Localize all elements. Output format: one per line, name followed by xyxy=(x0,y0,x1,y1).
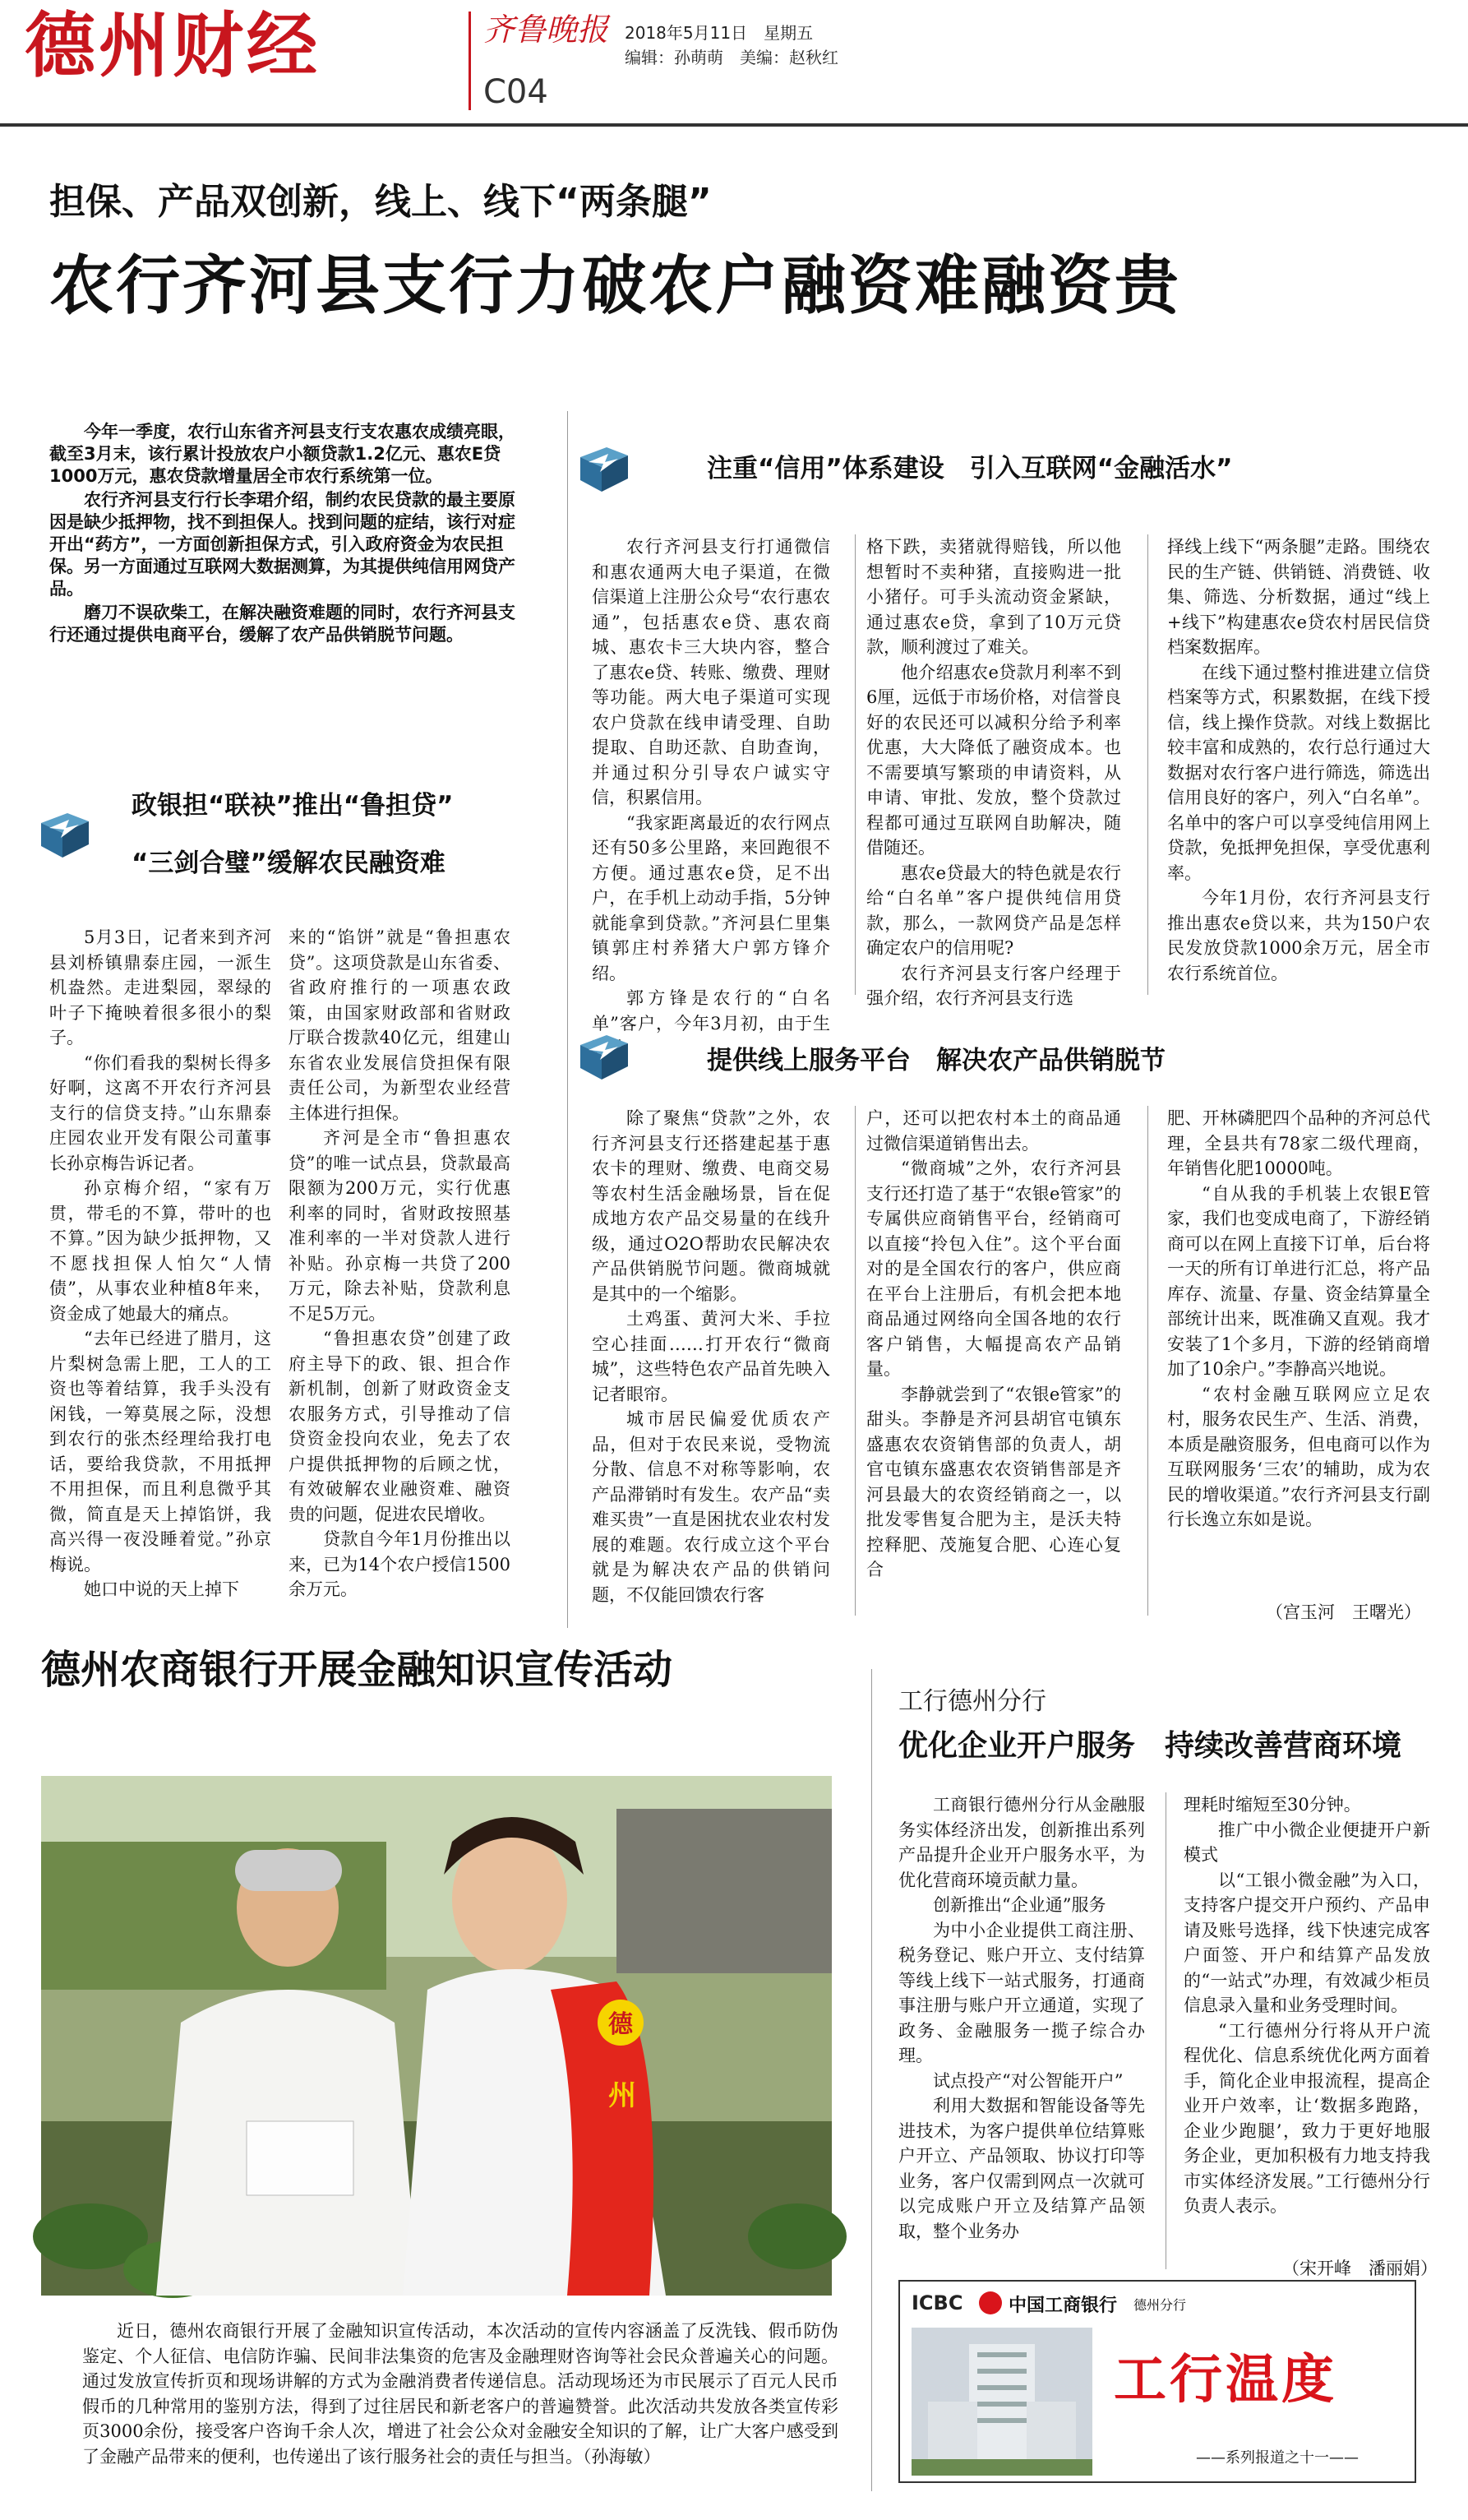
subhead-1-line1: 政银担“联袂”推出“鲁担贷” xyxy=(132,791,454,821)
bank-building-image xyxy=(912,2328,1092,2476)
main-column xyxy=(592,1106,830,1616)
paragraph-text: 近日，德州农商银行开展了金融知识宣传活动，本次活动的宣传内容涵盖了反洗钱、假币防伪鉴定、个人征信、电信防诈骗、民间非法集资的危害及金融理财咨询等社会民众普遍关心的问题。通过发放宣传折页和现场讲解的方式为金融消费者传递信息。活动现场还为市民展示了百元人民币假币的几种常用的鉴别方法，得到了过往居民和新老客户的普遍赞誉。此次活动共发放各类宣传彩页3000余份，接受客户咨询千余人次，增进了社会公众对金融安全知识的了解，让广大客户感受到了金融产品带来的便利，也传递出了该行服务社会的责任与担当。 xyxy=(82,2321,838,2467)
photo-banner-char: 州 xyxy=(608,2079,636,2112)
paragraph: 农行齐河县支行打通微信和惠农通两大电子渠道，在微信渠道上注册公众号“农行惠农通”，包括惠农e贷、惠农商城、惠农卡三大块内容，整合了惠农e贷、转账、缴费、理财等功能。两大电子渠道可实现农户贷款在线申请受理、自助提取、自助还款、自助查询，并通过积分引导农户诚实守信，积累信用。 xyxy=(592,537,830,807)
main-column xyxy=(866,534,1121,1008)
paragraph: 格下跌，卖猪就得赔钱，所以他想暂时不卖种猪，直接购进一批小猪仔。可手头流动资金紧缺，通过惠农e贷，拿到了10万元贷款，顺利渡过了难关。 xyxy=(866,537,1121,657)
paragraph: 以“工银小微金融”为入口，支持客户提交开户预约、产品申请及账号选择，线下快速完成客户面签、开户和结算产品发放的“一站式”办理，有效减少柜员信息录入量和业务受理时间。 xyxy=(1184,1870,1430,2015)
subhead-3: 提供线上服务平台 解决农产品供销脱节 xyxy=(707,1046,1166,1075)
main-lead xyxy=(49,421,518,648)
third-byline: （宋开峰 潘丽娟） xyxy=(1282,2259,1438,2278)
column-rule xyxy=(855,534,856,995)
paragraph: 城市居民偏爱优质农产品，但对于农民来说，受物流分散、信息不对称等影响，农产品滞销时有发生。农产品“卖难买贵”一直是困扰农业农村发展的难题。农行成立这个平台就是为解决农产品的供销问题，不仅能回馈农行客 xyxy=(592,1409,830,1605)
paragraph: 齐河是全市“鲁担惠农贷”的唯一试点县，贷款最高限额为200万元，实行优惠利率的同时，省财政按照基准利率的一半对贷款人进行补贴。孙京梅一共贷了200万元，除去补贴，贷款利息不足5万元。 xyxy=(289,1128,510,1324)
paragraph: 除了聚焦“贷款”之外，农行齐河县支行还搭建起基于惠农卡的理财、缴费、电商交易等农村生活金融场景，旨在促成地方农产品交易量的在线升级，通过O2O帮助农民解决农产品供销脱节问题。微商城就是其中的一个缩影。 xyxy=(592,1108,830,1304)
third-kicker: 工行德州分行 xyxy=(898,1687,1046,1716)
second-body xyxy=(82,2319,838,2469)
paragraph xyxy=(82,2319,838,2469)
main-headline: 农行齐河县支行力破农户融资难融资贵 xyxy=(49,249,1182,323)
main-byline: （宫玉河 王曙光） xyxy=(1266,1602,1421,1622)
second-byline: （孙海敏） xyxy=(583,2446,661,2467)
paragraph: 来的“馅饼”就是“鲁担惠农贷”。这项贷款是山东省委、省政府推行的一项惠农政策，由国家财政部和省财政厅联合拨款40亿元，组建山东省农业发展信贷担保有限责任公司，为新型农业经营主体进行担保。 xyxy=(289,927,510,1123)
paragraph: 户，还可以把农村本土的商品通过微信渠道销售出去。 xyxy=(866,1108,1121,1154)
paragraph: 理耗时缩短至30分钟。 xyxy=(1184,1795,1361,1815)
paragraph: “农村金融互联网应立足农村，服务农民生产、生活、消费，本质是融资服务，但电商可以作为互联网服务‘三农’的辅助，成为农民的增收渠道。”农行齐河县支行副行长逸立东如是说。 xyxy=(1167,1384,1430,1529)
paragraph: 5月3日，记者来到齐河县刘桥镇鼎泰庄园，一派生机盎然。走进梨园，翠绿的叶子下掩映着很多很小的梨子。 xyxy=(49,927,271,1047)
icbc-en-label: ICBC xyxy=(912,2291,963,2314)
paragraph: 她口中说的天上掉下 xyxy=(84,1579,239,1599)
paragraph: “去年已经进了腊月，这片梨树急需上肥，工人的工资也等着结算，我手头没有闲钱，一筹莫展之际，没想到农行的张杰经理给我打电话，要给我贷款，不用抵押不用担保，而且利息微乎其微，简直是天上掉馅饼，我高兴得一夜没睡着觉。”孙京梅说。 xyxy=(49,1329,271,1574)
paragraph: “微商城”之外，农行齐河县支行还打造了基于“农银e管家”的专属供应商销售平台，经销商可以直接“拎包入住”。这个平台面对的是全国农行的客户，供应商在平台上注册后，有机会把本地商品通过网络向全国各地的农行客户销售，大幅提高农产品销量。 xyxy=(866,1158,1121,1379)
paragraph: 孙京梅介绍，“家有万贯，带毛的不算，带叶的也不算。”因为缺少抵押物，又不愿找担保人怕欠“人情债”，从事农业种植8年来，资金成了她最大的痛点。 xyxy=(49,1178,271,1324)
event-photo xyxy=(41,1776,832,2296)
subhead-2: 注重“信用”体系建设 引入互联网“金融活水” xyxy=(707,454,1233,483)
ad-slogan: 工行温度 xyxy=(1114,2350,1337,2411)
paper-logo: 齐鲁晚报 xyxy=(483,12,609,48)
paragraph: 利用大数据和智能设备等先进技术，为客户提供单位结算账户开立、产品领取、协议打印等业务，客户仅需到网点一次就可以完成账户开立及结算产品领取，整个业务办 xyxy=(898,2096,1145,2241)
arrow-cube-icon xyxy=(575,444,633,495)
main-column xyxy=(289,925,510,1632)
main-column xyxy=(49,925,271,1632)
column-rule xyxy=(1147,534,1148,995)
paragraph: “你们看我的梨树长得多好啊，这离不开农行齐河县支行的信贷支持。”山东鼎泰庄园农业开发有限公司董事长孙京梅告诉记者。 xyxy=(49,1052,271,1173)
paragraph: “自从我的手机装上农银E管家，我们也变成电商了，下游经销商可以在网上直接下订单，后台将一天的所有订单进行汇总，将产品库存、流量、存量、资金结算量全部统计出来，既准确又直观。我才安装了1个多月，下游的经销商增加了10余户。”李静高兴地说。 xyxy=(1167,1183,1430,1379)
main-column xyxy=(592,534,830,1033)
paragraph: “鲁担惠农贷”创建了政府主导下的政、银、担合作新机制，创新了财政资金支农服务方式，引导推动了信贷资金投向农业，免去了农户提供抵押物的后顾之忧，有效破解农业融资难、融资贵的问题，促进农民增收。 xyxy=(289,1329,510,1524)
paragraph: 试点投产“对公智能开户” xyxy=(933,2070,1124,2091)
main-column xyxy=(1167,534,1430,995)
paragraph: 土鸡蛋、黄河大米、手拉空心挂面……打开农行“微商城”，这些特色农产品首先映入记者眼帘。 xyxy=(592,1309,830,1404)
paragraph: 郭方锋是农行的“白名单”客户，今年3月初，由于生 xyxy=(592,988,830,1033)
lead-paragraph: 农行齐河县支行行长李珺介绍，制约农民贷款的最主要原因是缺少抵押物，找不到担保人。找到问题的症结，该行对症开出“药方”，一方面创新担保方式，引入政府资金为农民担保。另一方面通过互联网大数据测算，为其提供纯信用网贷产品。 xyxy=(49,490,515,599)
main-column xyxy=(1167,1106,1430,1599)
paragraph: 择线上线下“两条腿”走路。围绕农民的生产链、供销链、消费链、收集、筛选、分析数据，通过“线上+线下”构建惠农e贷农村居民信贷档案数据库。 xyxy=(1167,537,1430,657)
column-rule xyxy=(1147,1106,1148,1616)
icbc-ad xyxy=(898,2280,1416,2483)
main-column xyxy=(866,1106,1121,1616)
paragraph: 贷款自今年1月份推出以来，已为14个农户授信1500余万元。 xyxy=(289,1529,510,1599)
paragraph: 在线下通过整村推进建立信贷档案等方式，积累数据，在线下授信，线上操作贷款。对线上数据比较丰富和成熟的，农行总行通过大数据对农行客户进行筛选，筛选出信用良好的客户，列入“白名单”。名单中的客户可以享受纯信用网上贷款，免抵押免担保，享受优惠利率。 xyxy=(1167,662,1430,883)
arrow-cube-icon xyxy=(575,1032,633,1083)
paragraph: “工行德州分行将从开户流程优化、信息系统优化两方面着手，简化企业申报流程，提高企业开户效率，让‘数据多跑路，企业少跑腿’，致力于更好地服务企业，更加积极有力地支持我市实体经济发展。”工行德州分行负责人表示。 xyxy=(1184,2020,1430,2216)
column-rule xyxy=(871,1669,872,2491)
paragraph: 肥、开林磷肥四个品种的齐河总代理，全县共有78家二级代理商，年销售化肥10000吨。 xyxy=(1167,1108,1430,1178)
paragraph: 今年1月份，农行齐河县支行推出惠农e贷以来，共为150户农民发放贷款1000余万元，居全市农行系统首位。 xyxy=(1167,888,1430,983)
column-rule xyxy=(855,1106,856,1616)
icbc-logo-icon xyxy=(979,2291,1002,2314)
paragraph: 惠农e贷最大的特色就是农行给“白名单”客户提供纯信用贷款，那么，一款网贷产品是怎样确定农户的信用呢? xyxy=(866,862,1121,958)
paragraph: “我家距离最近的农行网点还有50多公里路，来回跑很不方便。通过惠农e贷，足不出户，在手机上动动手指，5分钟就能拿到贷款。”齐河县仁里集镇郭庄村养猪大户郭方锋介绍。 xyxy=(592,812,830,983)
ad-series: ——系列报道之十一—— xyxy=(1196,2449,1359,2467)
paragraph: 工商银行德州分行从金融服务实体经济出发，创新推出系列产品提升企业开户服务水平，为优化营商环境贡献力量。 xyxy=(898,1795,1145,1890)
lead-paragraph: 磨刀不误砍柴工，在解决融资难题的同时，农行齐河县支行还通过提供电商平台，缓解了农产品供销脱节问题。 xyxy=(49,603,515,645)
subhead-1-line2: “三剑合璧”缓解农民融资难 xyxy=(132,848,445,878)
bank-name: 中国工商银行 xyxy=(1009,2296,1118,2316)
lead-paragraph: 今年一季度，农行山东省齐河县支行支农惠农成绩亮眼，截至3月末，该行累计投放农户小额贷款1.2亿元、惠农E贷1000万元，惠农贷款增量居全市农行系统第一位。 xyxy=(49,422,515,486)
third-column xyxy=(898,1792,1145,2269)
paragraph: 他介绍惠农e贷款月利率不到6厘，远低于市场价格，对信誉良好的农民还可以减积分给予利率优惠，大大降低了融资成本。也不需要填写繁琐的申请资料，从申请、审批、发放，整个贷款过程都可通过互联网自助解决，随借随还。 xyxy=(866,662,1121,858)
masthead-rule xyxy=(0,123,1468,127)
main-kicker: 担保、产品双创新，线上、线下“两条腿” xyxy=(49,181,712,223)
third-column xyxy=(1184,1792,1430,2269)
column-rule xyxy=(567,411,568,1628)
paragraph: 为中小企业提供工商注册、税务登记、账户开立、支付结算等线上线下一站式服务，打通商事注册与账户开立通道，实现了政务、金融服务一揽子综合办理。 xyxy=(898,1920,1145,2065)
arrow-cube-icon xyxy=(36,810,94,861)
issue-date: 2018年5月11日 星期五 xyxy=(625,23,814,43)
branch-name: 德州分行 xyxy=(1133,2297,1187,2313)
page-number: C04 xyxy=(483,73,548,111)
section-title: 德州财经 xyxy=(25,5,321,87)
paragraph: 李静就尝到了“农银e管家”的甜头。李静是齐河县胡官屯镇东盛惠农农资销售部的负责人，胡官屯镇东盛惠农农资销售部是齐河县最大的农资经销商之一，以批发零售复合肥为主，是沃夫特控释肥、茂施复合肥、心连心复合 xyxy=(866,1384,1121,1579)
paragraph: 推广中小微企业便捷开户新模式 xyxy=(1184,1819,1430,1865)
paragraph: 创新推出“企业通”服务 xyxy=(933,1895,1106,1915)
masthead-divider xyxy=(469,12,471,110)
paragraph: 农行齐河县支行客户经理于强介绍，农行齐河县支行选 xyxy=(866,963,1121,1008)
editors: 编辑：孙萌萌 美编：赵秋红 xyxy=(625,48,838,67)
second-headline: 德州农商银行开展金融知识宣传活动 xyxy=(41,1647,673,1693)
third-headline: 优化企业开户服务 持续改善营商环境 xyxy=(898,1729,1402,1763)
photo-banner-char: 德 xyxy=(608,2010,633,2039)
